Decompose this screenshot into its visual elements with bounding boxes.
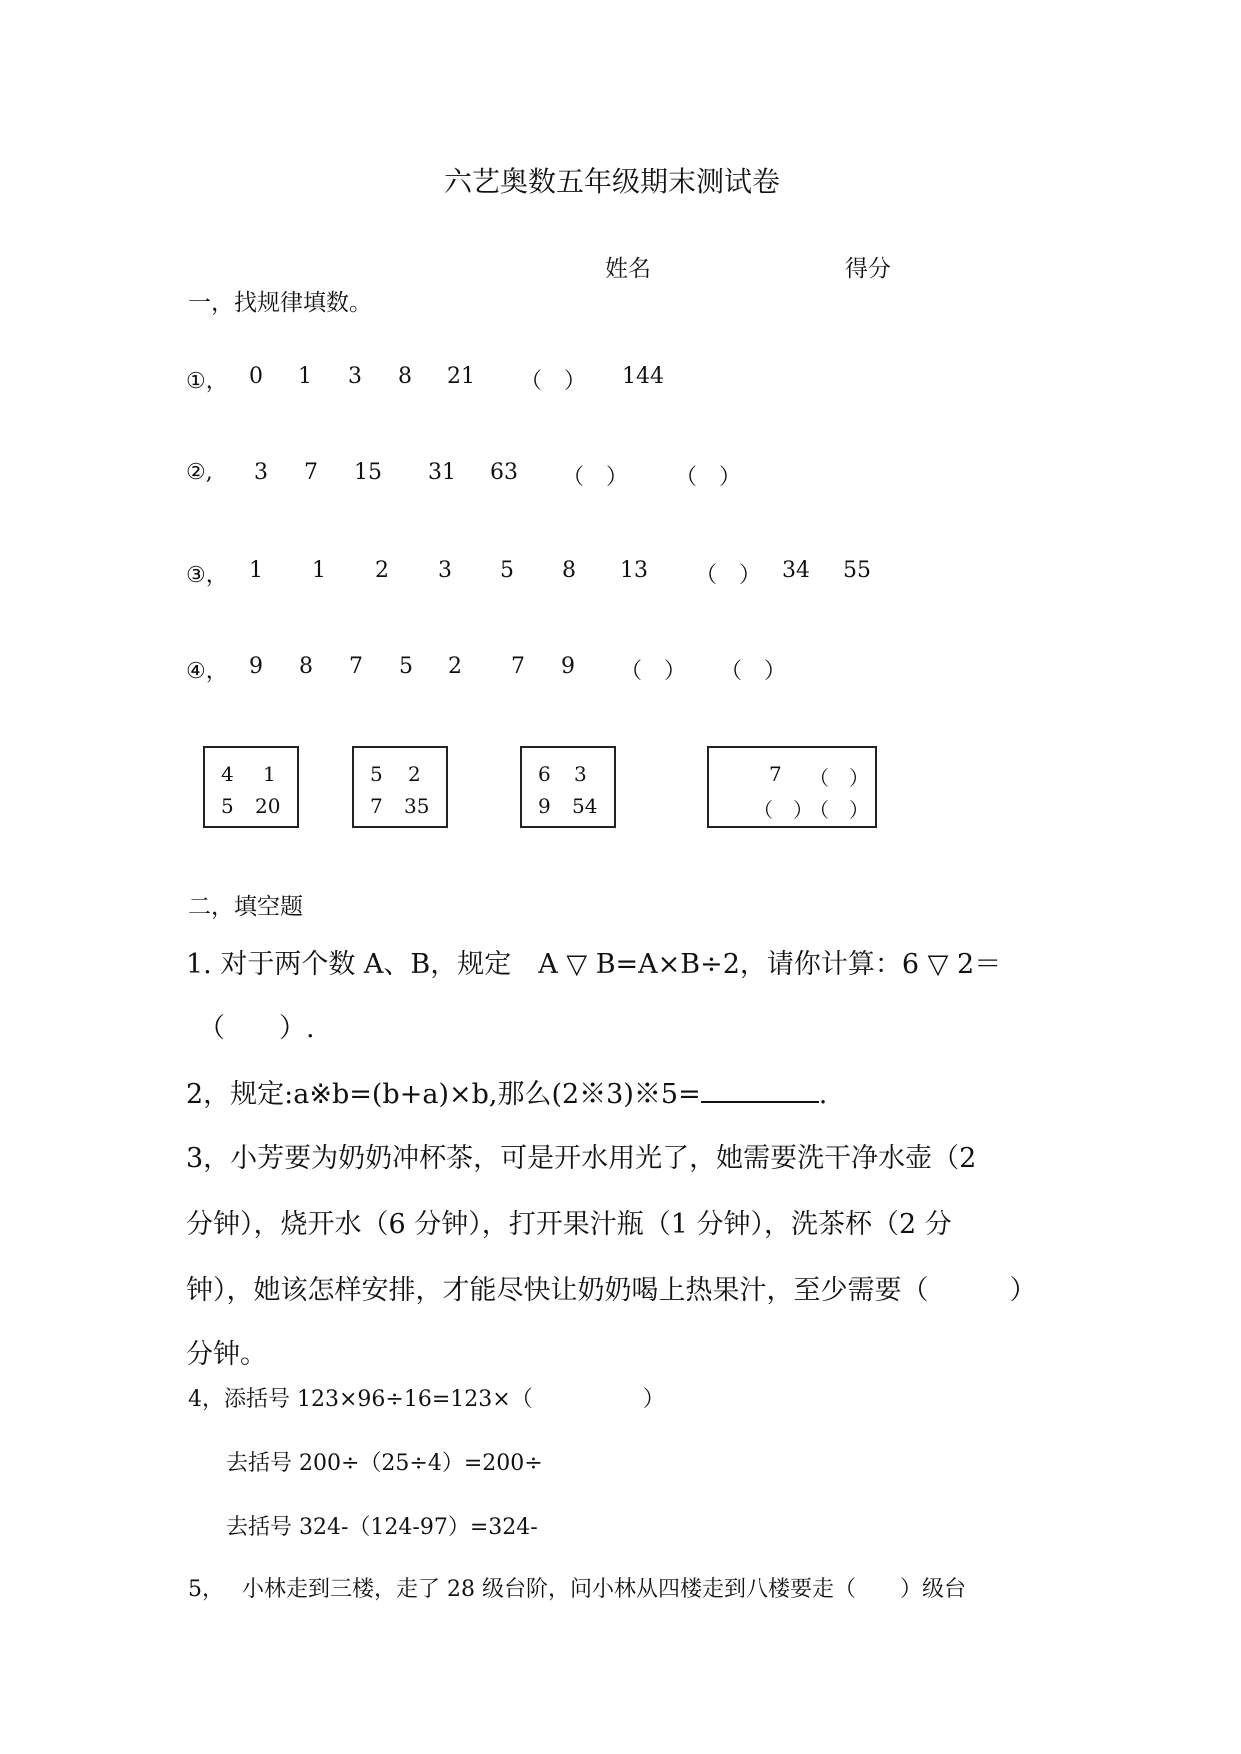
box-cell: 5: [221, 794, 234, 818]
sequence-term: 13: [620, 558, 648, 583]
question-5: 5， 小林走到三楼，走了 28 级台阶，问小林从四楼走到八楼要走（ ）级台: [188, 1577, 966, 1602]
page-title: 六艺奥数五年级期末测试卷: [444, 165, 781, 198]
sequence-term: 3: [438, 558, 452, 583]
sequence-4: [0, 654, 1241, 684]
box-cell: 35: [404, 794, 430, 818]
pattern-box-3: [520, 746, 616, 828]
box-cell: 4: [221, 762, 234, 786]
question-4-line-2: 去括号 200÷（25÷4）=200÷: [226, 1451, 543, 1476]
pattern-box-1: [203, 746, 299, 828]
sequence-term: 3: [348, 364, 362, 389]
sequence-term: 15: [354, 460, 382, 485]
sequence-marker: ③，: [186, 563, 228, 588]
question-3-line-2: 分钟），烧开水（6 分钟），打开果汁瓶（1 分钟），洗茶杯（2 分: [186, 1209, 952, 1240]
sequence-term: 7: [511, 654, 525, 679]
question-4-line-3: 去括号 324-（124-97）=324-: [226, 1515, 538, 1540]
box-cell: （ ）: [809, 766, 869, 790]
sequence-blank: （ ）: [695, 563, 762, 588]
sequence-term: 7: [349, 654, 363, 679]
sequence-term: 0: [249, 364, 263, 389]
sequence-blank: （ ）: [675, 465, 742, 490]
sequence-term: 8: [562, 558, 576, 583]
sequence-term: 21: [447, 364, 475, 389]
sequence-3: [0, 558, 1241, 588]
sequence-term: 1: [312, 558, 326, 583]
box-cell: 5: [370, 762, 383, 786]
sequence-term: 63: [490, 460, 518, 485]
section-2-heading: 二，填空题: [188, 894, 303, 920]
sequence-term: 55: [843, 558, 871, 583]
sequence-term: 7: [304, 460, 318, 485]
sequence-term: 3: [254, 460, 268, 485]
box-cell-blank: （ ）: [809, 798, 869, 822]
question-4-line-1: 4，添括号 123×96÷16=123×（ ）: [188, 1387, 665, 1412]
question-3-line-1: 3，小芳要为奶奶冲杯茶，可是开水用光了，她需要洗干净水壶（2: [186, 1143, 977, 1174]
question-2-end: .: [818, 1079, 828, 1110]
sequence-term: 9: [561, 654, 575, 679]
question-3-line-3: 钟），她该怎样安排，才能尽快让奶奶喝上热果汁，至少需要（ ）: [186, 1275, 1037, 1306]
box-cell: 9: [538, 794, 551, 818]
sequence-blank: （ ）: [720, 659, 787, 684]
box-cell: 2: [408, 762, 421, 786]
sequence-2: [0, 460, 1241, 490]
sequence-term: 9: [249, 654, 263, 679]
box-cell: 1: [263, 762, 276, 786]
sequence-blank: （ ）: [520, 369, 587, 394]
sequence-1: [0, 364, 1241, 394]
sequence-term: 34: [782, 558, 810, 583]
box-cell: 54: [572, 794, 598, 818]
answer-blank-line: [701, 1079, 819, 1103]
sequence-blank: （ ）: [620, 659, 687, 684]
box-cell: 7: [769, 762, 782, 786]
sequence-term: 1: [249, 558, 263, 583]
box-cell: 6: [538, 762, 551, 786]
sequence-term: 8: [299, 654, 313, 679]
sequence-blank: （ ）: [562, 465, 629, 490]
question-3-line-4: 分钟。: [186, 1339, 267, 1370]
sequence-term: 1: [298, 364, 312, 389]
section-1-heading: 一，找规律填数。: [188, 290, 372, 316]
sequence-term: 5: [500, 558, 514, 583]
box-cell: 20: [255, 794, 281, 818]
sequence-term: 144: [622, 364, 664, 389]
score-label: 得分: [845, 256, 891, 282]
question-1-line-1: 1. 对于两个数 A、B，规定 A ▽ B=A×B÷2，请你计算：6 ▽ 2＝: [186, 949, 1002, 980]
sequence-term: 31: [428, 460, 456, 485]
box-cell: 3: [574, 762, 587, 786]
pattern-box-4: [707, 746, 877, 828]
sequence-term: 5: [399, 654, 413, 679]
sequence-term: 8: [398, 364, 412, 389]
question-2: [186, 1072, 827, 1111]
box-cell: 7: [370, 794, 383, 818]
pattern-box-2: [352, 746, 448, 828]
sequence-term: 2: [375, 558, 389, 583]
sequence-term: 2: [448, 654, 462, 679]
sequence-marker: ②,: [186, 460, 213, 485]
question-2-text: 2，规定:a※b=(b+a)×b,那么(2※3)※5=: [186, 1079, 701, 1110]
sequence-marker: ④，: [186, 659, 228, 684]
sequence-marker: ①，: [186, 369, 228, 394]
question-1-line-2: （ ）.: [198, 1013, 315, 1044]
name-label: 姓名: [605, 256, 651, 282]
box-cell-blank: （ ）: [753, 798, 813, 822]
